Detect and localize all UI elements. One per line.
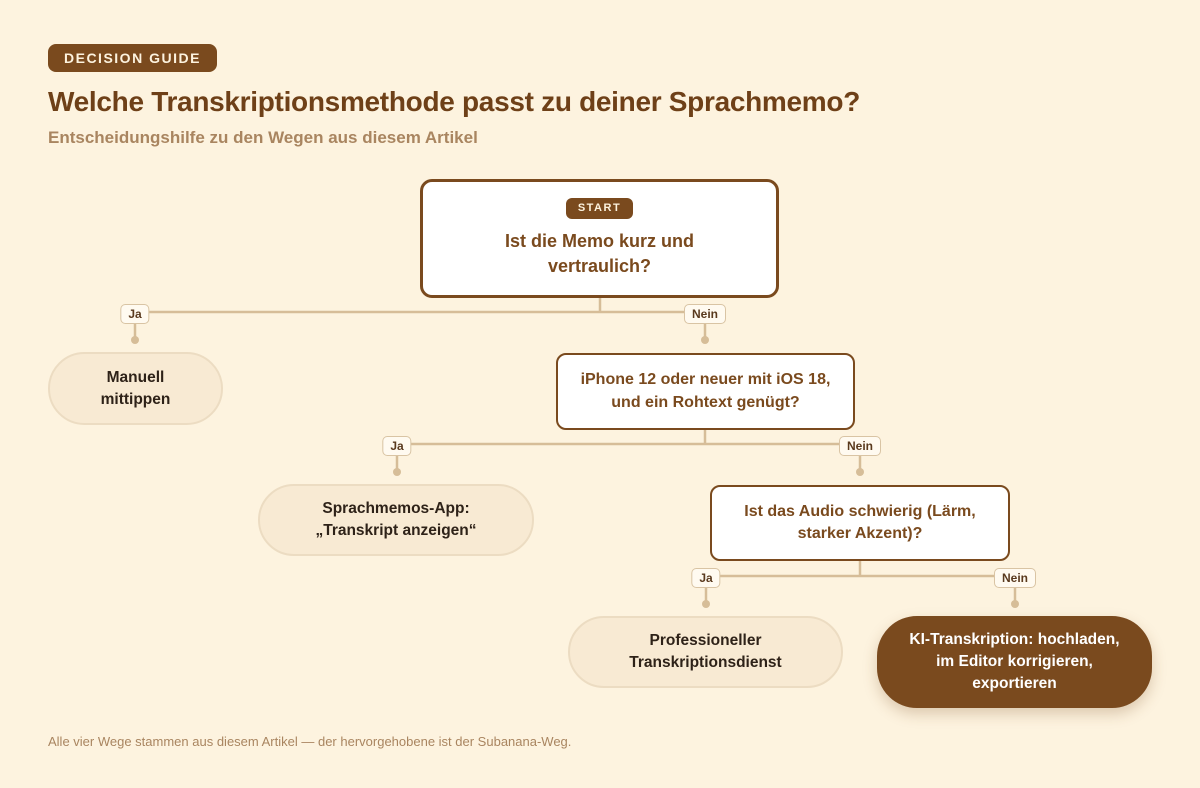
outcome-text: Sprachmemos-App: „Transkript anzeigen“ [315, 500, 477, 539]
page-title: Welche Transkriptionsmethode passt zu deiner Sprachmemo? [48, 86, 861, 117]
connector-dot [702, 600, 710, 608]
branch-label-q2-yes: Ja [382, 436, 411, 456]
branch-label-q1-no: Nein [684, 304, 726, 324]
outcome-node-manual [48, 352, 223, 425]
start-tag: START [566, 198, 633, 219]
connector-q2 [397, 430, 860, 472]
branch-label-q2-no: Nein [839, 436, 881, 456]
connector-dot [701, 336, 709, 344]
connector-dot [393, 468, 401, 476]
question-node-audio-difficult [710, 485, 1010, 561]
outcome-node-ai-transcription [877, 616, 1152, 708]
footnote: Alle vier Wege stammen aus diesem Artikel — der hervorgehobene ist der Subanana-Weg. [48, 734, 572, 749]
outcome-text: Professioneller Transkriptionsdienst [629, 632, 782, 671]
question-text: iPhone 12 oder neuer mit iOS 18, und ein Rohtext genügt? [580, 371, 831, 411]
outcome-node-professional-service [568, 616, 843, 688]
outcome-text: Manuell mittippen [100, 368, 171, 408]
outcome-node-voice-memos-app [258, 484, 534, 556]
question-node-memo-short [420, 179, 779, 298]
connector-dot [131, 336, 139, 344]
outcome-text: KI-Transkription: hochladen, im Editor korrigieren, exportieren [909, 631, 1120, 692]
question-text: Ist das Audio schwierig (Lärm, starker Akzent)? [744, 502, 976, 542]
connector-dot [1011, 600, 1019, 608]
branch-label-q3-yes: Ja [691, 568, 720, 588]
connector-q3 [706, 561, 1015, 604]
question-text: Ist die Memo kurz und vertraulich? [504, 231, 695, 277]
branch-label-q1-yes: Ja [120, 304, 149, 324]
page-subtitle: Entscheidungshilfe zu den Wegen aus diesem Artikel [48, 128, 478, 147]
connector-q1 [135, 298, 705, 340]
question-node-iphone-ios [556, 353, 855, 430]
branch-label-q3-no: Nein [994, 568, 1036, 588]
connector-dot [856, 468, 864, 476]
decision-guide-badge: DECISION GUIDE [48, 44, 217, 72]
